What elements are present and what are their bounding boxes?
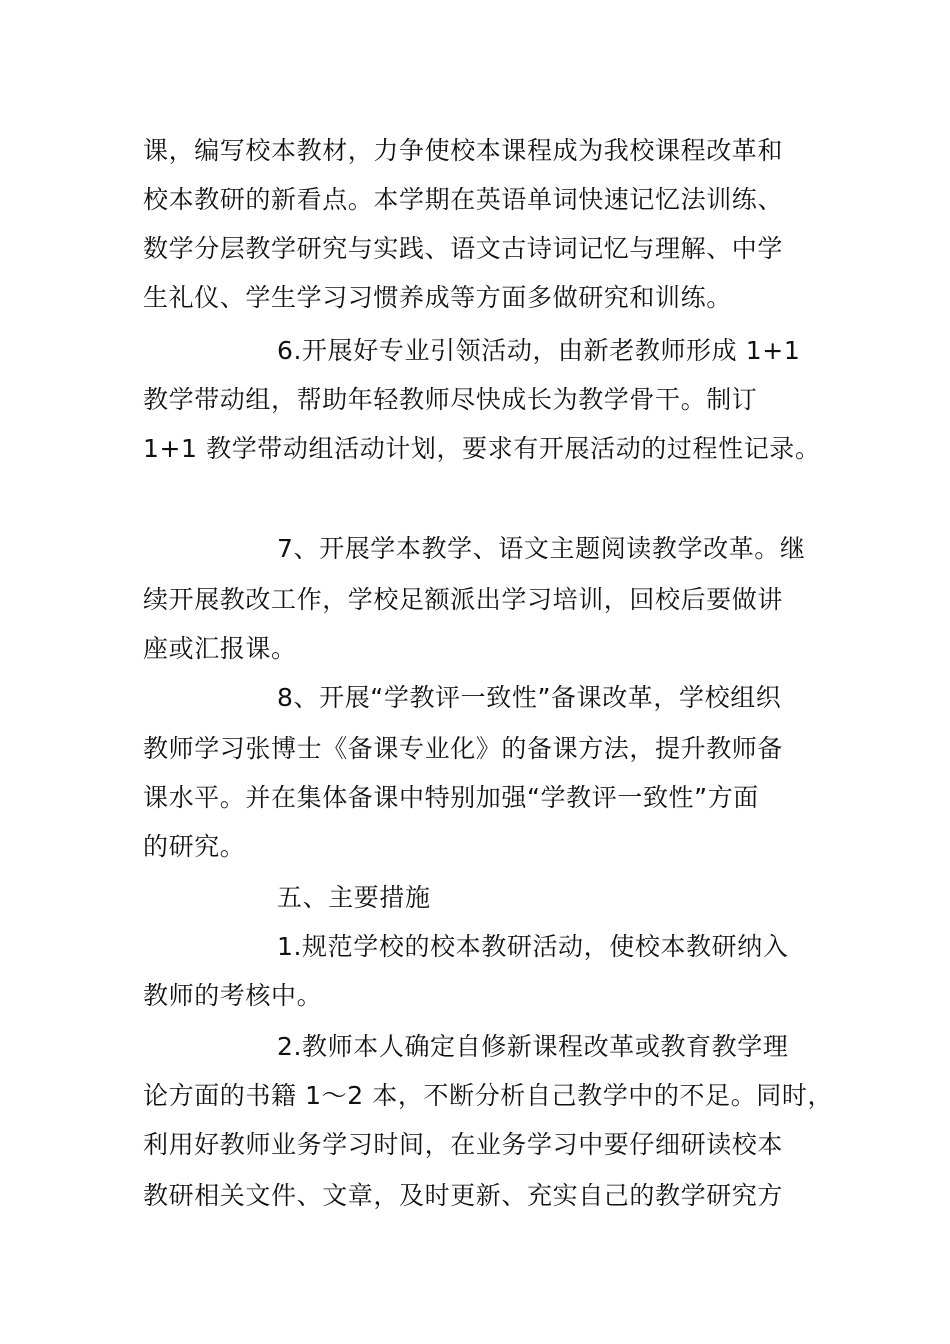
- paragraph-line: 校本教研的新看点。本学期在英语单词快速记忆法训练、: [143, 185, 784, 214]
- paragraph-line: 1+1 教学带动组活动计划，要求有开展活动的过程性记录。: [143, 434, 821, 463]
- paragraph-line: 教师学习张博士《备课专业化》的备课方法，提升教师备: [143, 734, 784, 763]
- paragraph-line: 的研究。: [143, 832, 246, 861]
- section-heading: 五、主要措施: [277, 883, 431, 912]
- paragraph-line: 论方面的书籍 1～2 本，不断分析自己教学中的不足。同时，: [143, 1081, 834, 1110]
- paragraph-line: 利用好教师业务学习时间，在业务学习中要仔细研读校本: [143, 1130, 784, 1159]
- paragraph-line: 课，编写校本教材，力争使校本课程成为我校课程改革和: [143, 136, 784, 165]
- paragraph-line: 6.开展好专业引领活动，由新老教师形成 1+1: [277, 336, 801, 365]
- paragraph-line: 2.教师本人确定自修新课程改革或教育教学理: [277, 1032, 789, 1061]
- paragraph-line: 教研相关文件、文章，及时更新、充实自己的教学研究方: [143, 1181, 784, 1210]
- paragraph-line: 生礼仪、学生学习习惯养成等方面多做研究和训练。: [143, 283, 732, 312]
- paragraph-line: 教学带动组，帮助年轻教师尽快成长为教学骨干。制订: [143, 385, 758, 414]
- paragraph-line: 1.规范学校的校本教研活动，使校本教研纳入: [277, 932, 789, 961]
- paragraph-line: 课水平。并在集体备课中特别加强“学教评一致性”方面: [143, 783, 759, 812]
- paragraph-line: 数学分层教学研究与实践、语文古诗词记忆与理解、中学: [143, 234, 784, 263]
- paragraph-line: 续开展教改工作，学校足额派出学习培训，回校后要做讲: [143, 585, 784, 614]
- paragraph-line: 8、开展“学教评一致性”备课改革，学校组织: [277, 683, 782, 712]
- paragraph-line: 座或汇报课。: [143, 634, 297, 663]
- paragraph-line: 7、开展学本教学、语文主题阅读教学改革。继: [277, 534, 806, 563]
- paragraph-line: 教师的考核中。: [143, 981, 323, 1010]
